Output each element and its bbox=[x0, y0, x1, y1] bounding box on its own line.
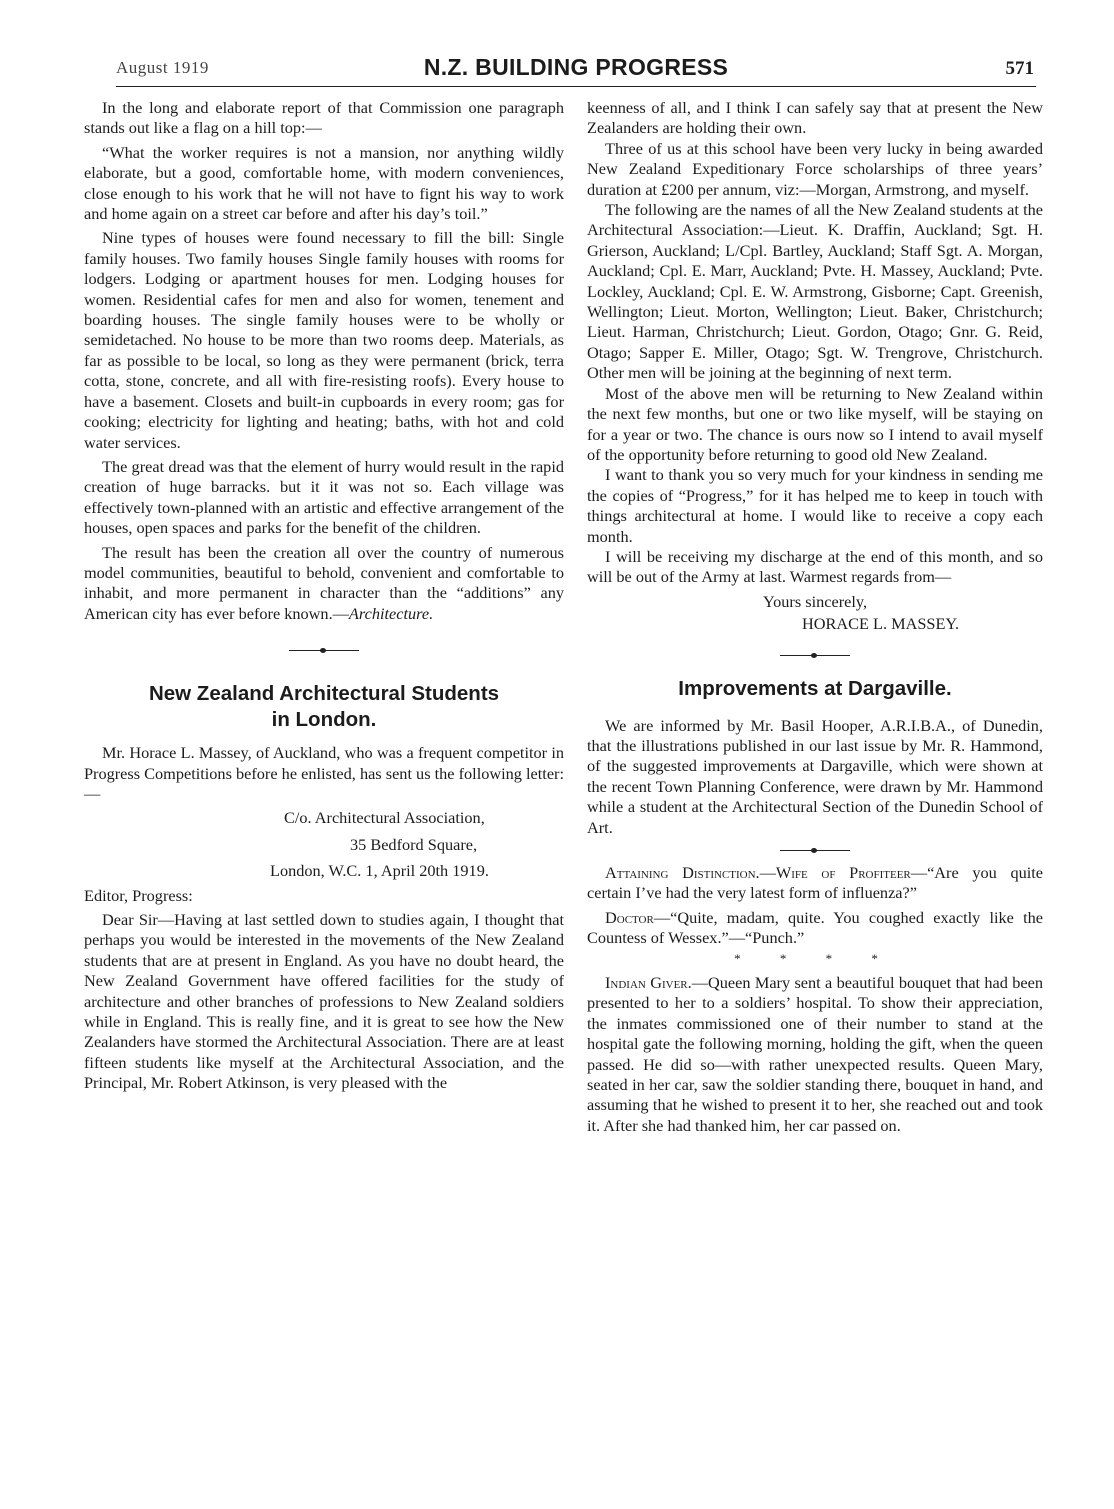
letter-address-line-3: London, W.C. 1, April 20th 1919. bbox=[270, 861, 489, 881]
letter-closing: Yours sincerely, bbox=[763, 591, 868, 611]
left-column bbox=[84, 98, 564, 1094]
publication-title: N.Z. BUILDING PROGRESS bbox=[423, 54, 729, 80]
page-number: 571 bbox=[1005, 58, 1034, 79]
result-paragraph bbox=[84, 543, 564, 625]
letter-body-paragraph: Dear Sir—Having at last settled down to studies again, I thought that perhaps you would be interested in the movements of the New Zealand students that are at present in England. As you have no doubt heard, the New Zealand Government have offered facilities for the study of architecture and other branches of professions to New Zealand soldiers while in England. This is really fine, and it is great to see how the New Zealanders have stormed the Architectural Association. There are at least fifteen students like myself at the Architectural Association, and the Principal, Mr. Robert Atkinson, is very pleased with the bbox=[84, 910, 564, 1093]
letter-salutation: Editor, Progress: bbox=[84, 885, 193, 905]
letter-address-line-2: 35 Bedford Square, bbox=[350, 834, 478, 854]
returning-paragraph: Most of the above men will be returning to New Zealand within the next few months, but one or two like myself, will be staying on for a year or two. The chance is ours now so I intend to avail myself of the opportunity before returning to good old New Zealand. bbox=[587, 383, 1043, 464]
joke-distinction-title: Attaining Distinction.—Wife of Profiteer— bbox=[605, 863, 928, 882]
section-divider-2 bbox=[780, 655, 850, 656]
barracks-paragraph: The great dread was that the element of hurry would result in the rapid creation of huge barracks. but it it was not so. Each village was effectively town-planned with an artistic and effective arrangement of the houses, open spaces and parks for the benefit of the children. bbox=[84, 456, 564, 538]
indian-giver-text: —Queen Mary sent a beautiful bouquet that had been presented to her to a soldiers’ hospital. To show their appreciation, the inmates commissioned one of their number to stand at the hospital gate the following morning, holding the gift, when the queen passed. He did so—with rather unexpected results. Queen Mary, seated in her car, saw the soldier standing there, bouquet in hand, and assuming that he wished to present it to her, she reached out and took it. After she had thanked him, her car passed on. bbox=[587, 973, 1044, 1135]
indian-giver-title: Indian Giver. bbox=[605, 973, 692, 993]
heading-line-2: in London. bbox=[271, 708, 377, 732]
issue-date: August 1919 bbox=[116, 58, 209, 77]
joke-indian-giver bbox=[587, 973, 1043, 1136]
worker-quote: “What the worker requires is not a mansion, nor anything wildly elaborate, but a good, comfortable home, with modern conveniences, close enough to his work that he will not have to fignt his way to work and home again on a street car before and after his day’s toil.” bbox=[84, 142, 564, 224]
section-divider bbox=[289, 650, 359, 651]
thanks-paragraph: I want to thank you so very much for your kindness in sending me the copies of “Progress,” for it has helped me to keep in touch with things architectural at home. I would like to receive a copy each month. bbox=[587, 465, 1043, 546]
student-names-paragraph: The following are the names of all the New Zealand students at the Architectural Association:—Lieut. K. Draffin, Auckland; Sgt. H. Grierson, Auckland; L/Cpl. Bartley, Auckland; Staff Sgt. A. Morgan, Auckland; Cpl. E. Marr, Auckland; Pvte. H. Massey, Auckland; Pvte. Lockley, Auckland; Cpl. E. W. Armstrong, Gisborne; Capt. Greenish, Wellington; Lieut. Morton, Wellington; Lieut. Baker, Christchurch; Lieut. Harman, Christchurch; Lieut. Gordon, Otago; Gnr. G. Reid, Otago; Sapper E. Miller, Otago; Sgt. W. Trengrove, Christchurch. Other men will be joining at the beginning of next term. bbox=[587, 200, 1043, 383]
article-heading-dargaville: Improvements at Dargaville. bbox=[678, 676, 952, 700]
letter-continuation: keenness of all, and I think I can safely say that at present the New Zealanders are holding their own. bbox=[587, 98, 1043, 138]
section-divider-3 bbox=[780, 850, 850, 851]
discharge-paragraph: I will be receiving my discharge at the end of this month, and so will be out of the Army at last. Warmest regards from— bbox=[587, 546, 1043, 587]
scholarship-paragraph: Three of us at this school have been very lucky in being awarded New Zealand Expeditionary Force scholarships of three years’ duration at £200 per annum, viz:—Morgan, Armstrong, and myself. bbox=[587, 138, 1043, 199]
right-column bbox=[587, 98, 1043, 1136]
doctor-label: Doctor bbox=[605, 907, 654, 927]
joke-distinction-text: “Are you quite certain I’ve had the very latest form of influenza?” bbox=[587, 863, 1043, 903]
source-citation: Architecture. bbox=[348, 603, 434, 623]
joke-distinction bbox=[587, 863, 1043, 904]
asterisk-separator: * * * * bbox=[734, 950, 896, 966]
doctor-reply-text: —“Quite, madam, quite. You coughed exactly like the Countess of Wessex.”—“Punch.” bbox=[587, 907, 1043, 948]
dargaville-paragraph: We are informed by Mr. Basil Hooper, A.R.I.B.A., of Dunedin, that the illustrations published in our last issue by Mr. R. Hammond, of the suggested improvements at Dargaville, which were shown at the recent Town Planning Conference, were drawn by Mr. Hammond while a student at the Architectural Section of the Dunedin School of Art. bbox=[587, 715, 1043, 837]
page-header bbox=[116, 52, 1036, 87]
letter-address-line-1: C/o. Architectural Association, bbox=[284, 808, 485, 828]
article-heading-students bbox=[84, 681, 564, 733]
result-text: The result has been the creation all over the country of numerous model communities, beautiful to behold, convenient and comfortable to inhabit, and more permanent in character than the “additions” any American city has ever before known.— bbox=[84, 542, 564, 623]
housing-intro-paragraph: In the long and elaborate report of that Commission one paragraph stands out like a flag on a hill top:— bbox=[84, 98, 564, 138]
heading-line-1: New Zealand Architectural Students bbox=[148, 682, 500, 706]
students-intro-paragraph: Mr. Horace L. Massey, of Auckland, who was a frequent competitor in Progress Competitions before he enlisted, has sent us the following letter:— bbox=[84, 743, 564, 803]
joke-distinction-reply bbox=[587, 908, 1043, 949]
letter-signature: HORACE L. MASSEY. bbox=[802, 614, 960, 634]
house-types-paragraph: Nine types of houses were found necessary to fill the bill: Single family houses. Two family houses Single family houses with rooms for lodgers. Lodging or apartment houses for men. Lodging houses for women. Residential cafes for men and also for women, tenement and boarding houses. The single family houses were to be wholly or semidetached. No house to be more than two rooms deep. Materials, as far as possible to be local, so long as they were permanent (brick, terra cotta, stone, concrete, and all with fire-resisting roofs). Every house to have a basement. Closets and built-in cupboards in every room; gas for cooking; electricity for lighting and heating; baths, with hot and cold water services. bbox=[84, 228, 564, 452]
